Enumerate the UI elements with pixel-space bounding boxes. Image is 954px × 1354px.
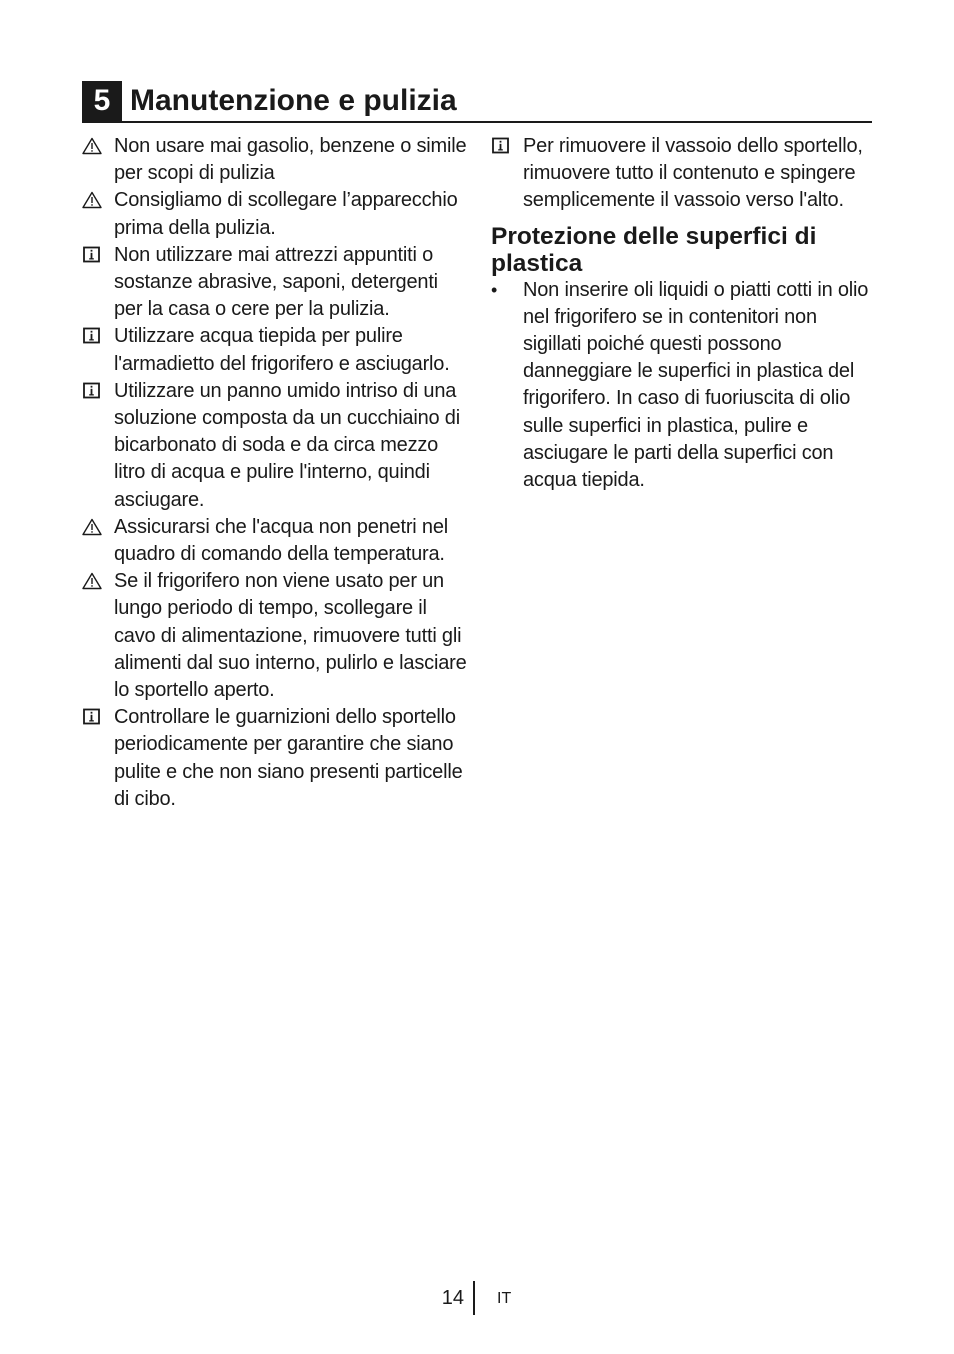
warning-icon — [82, 518, 102, 536]
warning-icon — [82, 572, 102, 590]
list-item-text: Assicurarsi che l'acqua non penetri nel quadro di comando della temperatura. — [114, 515, 448, 566]
bullet-item — [491, 277, 872, 495]
list-item-text: Non utilizzare mai attrezzi appuntiti o sostanze abrasive, saponi, detergenti per la casa o cere per la pulizia. — [114, 243, 438, 321]
bullet-icon: • — [491, 279, 498, 300]
info-icon — [82, 382, 102, 400]
list-item-text: Utilizzare acqua tiepida per pulire l'armadietto del frigorifero e asciugarlo. — [114, 325, 450, 375]
list-item — [82, 514, 470, 568]
list-item — [82, 704, 470, 813]
list-item — [82, 568, 470, 704]
info-icon — [82, 708, 102, 726]
section-number: 5 — [82, 81, 122, 121]
warning-icon — [82, 137, 102, 155]
right-column — [491, 133, 872, 494]
list-item-text: Non usare mai gasolio, benzene o simile per scopi di pulizia — [114, 135, 467, 185]
list-item — [82, 133, 470, 187]
list-item — [491, 133, 872, 215]
list-item — [82, 323, 470, 377]
subsection-heading: Protezione delle superfici di plastica — [491, 222, 817, 277]
page-number: 14 — [441, 1287, 464, 1309]
list-item-text: Utilizzare un panno umido intriso di una soluzione composta da un cucchiaino di bicarbonato di soda e da circa mezzo litro di acqua e pulire l'interno, quindi asciugare. — [114, 379, 460, 511]
list-item — [82, 242, 470, 324]
info-icon — [491, 137, 511, 155]
list-item — [82, 187, 470, 241]
page-title: Manutenzione e pulizia — [130, 84, 457, 117]
list-item-text: Per rimuovere il vassoio dello sportello, rimuovere tutto il contenuto e spingere semplicemente il vassoio verso l'alto. — [523, 135, 863, 212]
list-item-text: Controllare le guarnizioni dello sportello periodicamente per garantire che siano pulite e che non siano presenti particelle di cibo. — [114, 706, 463, 810]
footer-divider — [473, 1281, 475, 1315]
list-item-text: Se il frigorifero non viene usato per un lungo periodo di tempo, scollegare il cavo di alimentazione, rimuovere tutti gli alimenti dal suo interno, pulirlo e lasciare lo sportello aperto. — [114, 570, 467, 702]
bullet-item-text: Non inserire oli liquidi o piatti cotti in olio nel frigorifero se in contenitori non sigillati poiché questi possono danneggiare le superfici in plastica del frigorifero. In caso di fuoriuscita di olio sulle superfici in plastica, pulire e asciugare le parti della superfici con acqua tiepida. — [523, 278, 869, 492]
info-icon — [82, 246, 102, 264]
info-icon — [82, 327, 102, 345]
left-column — [82, 133, 470, 813]
warning-icon — [82, 191, 102, 209]
language-code: IT — [497, 1290, 512, 1307]
section-header — [82, 81, 872, 123]
list-item-text: Consigliamo di scollegare l’apparecchio prima della pulizia. — [114, 189, 458, 239]
list-item — [82, 378, 470, 514]
